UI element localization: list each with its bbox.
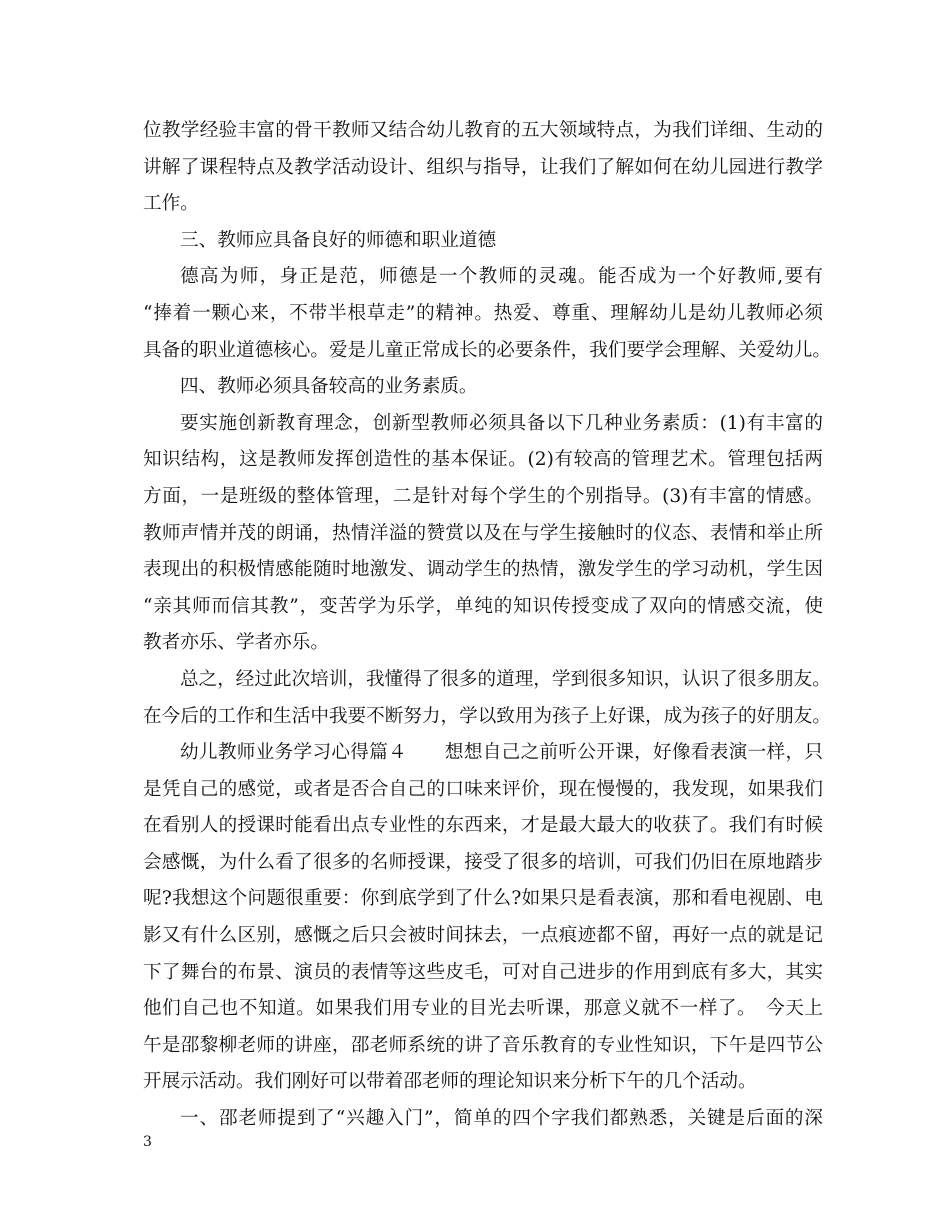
- text-line: 会感慨，为什么看了很多的名师授课，接受了很多的培训，可我们仍旧在原地踏步: [143, 851, 823, 873]
- text-line: “捧着一颗心来，不带半根草走”的精神。热爱、尊重、理解幼儿是幼儿教师必须: [143, 302, 823, 324]
- text-line: 他们自己也不知道。如果我们用专业的目光去听课，那意义就不一样了。 今天上: [143, 998, 823, 1020]
- text-line: 教师声情并茂的朗诵，热情洋溢的赞赏以及在与学生接触时的仪态、表情和举止所: [143, 522, 823, 544]
- text-line: 知识结构，这是教师发挥创造性的基本保证。(2)有较高的管理艺术。管理包括两: [143, 449, 823, 471]
- text-line: 教者亦乐、学者亦乐。: [143, 632, 329, 654]
- text-line: 是凭自己的感觉，或者是否合自己的口味来评价，现在慢慢的，我发现，如果我们: [143, 778, 823, 800]
- text-line: 工作。: [143, 193, 199, 215]
- text-line: 要实施创新教育理念，创新型教师必须具备以下几种业务素质：(1)有丰富的: [180, 412, 823, 434]
- text-line: 幼儿教师业务学习心得篇４ 想想自己之前听公开课，好像看表演一样，只: [180, 742, 823, 764]
- text-line: 四、教师必须具备较高的业务素质。: [180, 376, 478, 398]
- text-line: 讲解了课程特点及教学活动设计、组织与指导，让我们了解如何在幼儿园进行教学: [143, 156, 823, 178]
- text-line: 表现出的积极情感能随时地激发、调动学生的热情，激发学生的学习动机，学生因: [143, 559, 823, 581]
- text-line: 方面，一是班级的整体管理，二是针对每个学生的个别指导。(3)有丰富的情感。: [143, 485, 823, 507]
- text-line: “亲其师而信其教”，变苦学为乐学，单纯的知识传授变成了双向的情感交流，使: [143, 595, 823, 617]
- text-line: 在今后的工作和生活中我要不断努力，学以致用为孩子上好课，成为孩子的好朋友。: [143, 705, 831, 727]
- text-line: 午是邵黎柳老师的讲座，邵老师系统的讲了音乐教育的专业性知识，下午是四节公: [143, 1034, 823, 1056]
- text-line: 总之，经过此次培训，我懂得了很多的道理，学到很多知识，认识了很多朋友。: [180, 668, 831, 690]
- text-line: 一、邵老师提到了“兴趣入门”，简单的四个字我们都熟悉，关键是后面的深: [180, 1108, 823, 1130]
- text-line: 具备的职业道德核心。爱是儿童正常成长的必要条件，我们要学会理解、关爱幼儿。: [143, 339, 831, 361]
- text-line: 下了舞台的布景、演员的表情等这些皮毛，可对自己进步的作用到底有多大，其实: [143, 961, 823, 983]
- page-number: 3: [143, 1134, 152, 1150]
- text-line: 开展示活动。我们刚好可以带着邵老师的理论知识来分析下午的几个活动。: [143, 1071, 757, 1093]
- text-line: 呢?我想这个问题很重要：你到底学到了什么?如果只是看表演，那和看电视剧、电: [143, 888, 823, 910]
- text-line: 位教学经验丰富的骨干教师又结合幼儿教育的五大领域特点，为我们详细、生动的: [143, 120, 823, 141]
- text-line: 三、教师应具备良好的师德和职业道德: [180, 229, 497, 251]
- text-line: 德高为师，身正是范，师德是一个教师的灵魂。能否成为一个好教师,要有: [180, 266, 823, 288]
- body-text: [143, 113, 831, 1138]
- text-line: 在看别人的授课时能看出点专业性的东西来，才是最大最大的收获了。我们有时候: [143, 815, 823, 837]
- text-line: 影又有什么区别，感慨之后只会被时间抹去，一点痕迹都不留，再好一点的就是记: [143, 925, 823, 947]
